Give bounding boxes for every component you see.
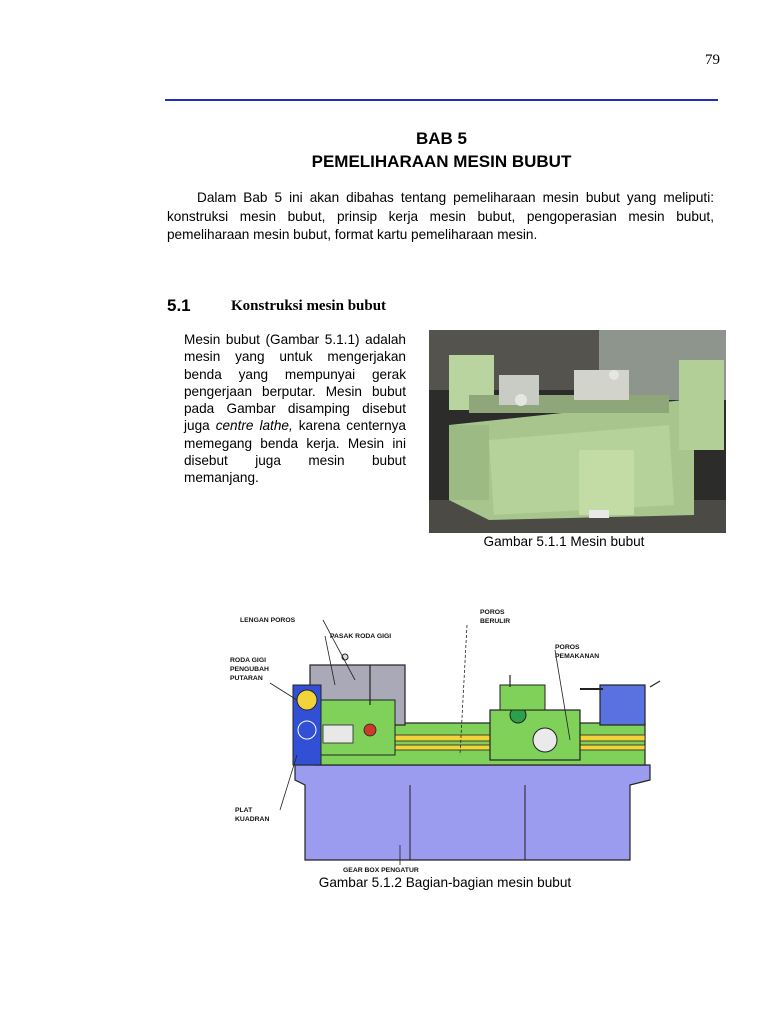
section-number: 5.1 <box>167 296 191 315</box>
label-poros-berulir-2: BERULIR <box>480 618 511 625</box>
label-poros-pemakanan-1: POROS <box>555 644 580 651</box>
chapter-name: PEMELIHARAAN MESIN BUBUT <box>311 152 572 171</box>
header-rule <box>165 99 718 101</box>
photo-caption: Gambar 5.1.1 Mesin bubut <box>483 534 645 549</box>
section-body <box>184 331 406 487</box>
label-poros-pemakanan-2: PEMAKANAN <box>555 653 600 660</box>
section-title: Konstruksi mesin bubut <box>231 298 387 314</box>
section-body-part2: karena centernya memegang benda kerja. Mesin ini disebut juga mesin bubut memanjang. <box>184 418 406 486</box>
label-poros-berulir-1: POROS <box>480 609 505 616</box>
label-plat-kuadran-1: PLAT <box>235 807 253 814</box>
lathe-diagram <box>225 605 665 873</box>
label-gear-box: GEAR BOX PENGATUR <box>343 867 419 873</box>
lathe-photo <box>429 330 726 533</box>
label-roda-gigi-2: PENGUBAH <box>230 666 269 673</box>
label-lengan-poros: LENGAN POROS <box>240 617 296 624</box>
page-number: 79 <box>705 52 720 68</box>
section-body-part1: Mesin bubut (Gambar 5.1.1) adalah mesin yang untuk mengerjakan benda yang mempunyai gerak pengerjaan berputar. Mesin bubut pada Gambar disamping disebut juga <box>184 332 406 434</box>
intro-paragraph <box>167 189 714 245</box>
chapter-title <box>165 127 718 173</box>
intro-text: Dalam Bab 5 ini akan dibahas tentang pemeliharaan mesin bubut yang meliputi: konstruksi mesin bubut, prinsip kerja mesin bubut, pengoperasian mesin bubut, pemeliharaan mesin bubut, format kartu pemeliharaan mesin. <box>167 190 714 242</box>
diagram-caption: Gambar 5.1.2 Bagian-bagian mesin bubut <box>318 875 572 890</box>
chapter-number: BAB 5 <box>415 129 467 148</box>
label-plat-kuadran-2: KUADRAN <box>235 816 270 823</box>
label-roda-gigi-1: RODA GIGI <box>230 657 266 664</box>
section-body-italic: centre lathe, <box>215 418 293 434</box>
label-roda-gigi-3: PUTARAN <box>230 675 263 682</box>
label-pasak-roda-gigi: PASAK RODA GIGI <box>330 633 392 640</box>
